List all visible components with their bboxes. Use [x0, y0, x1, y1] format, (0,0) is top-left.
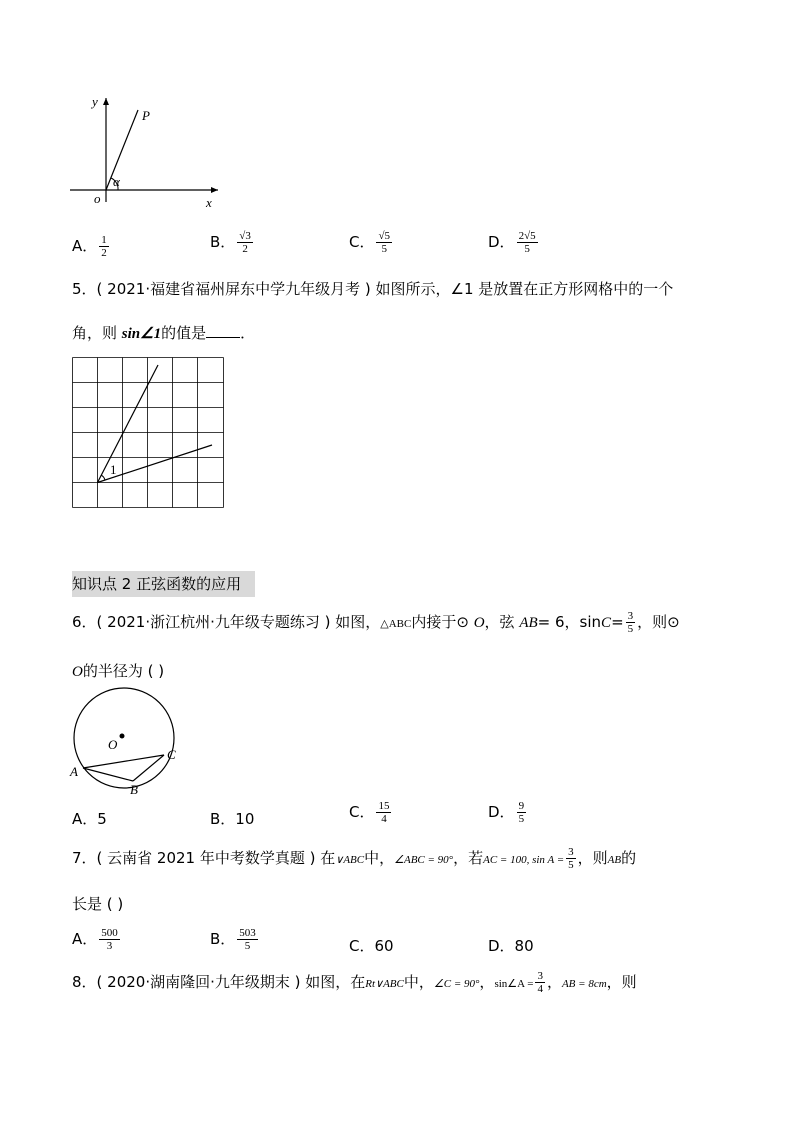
- q5-line2: [72, 322, 255, 343]
- q7-option-c[interactable]: C．60: [349, 937, 394, 955]
- q6-text: ，弦: [484, 613, 515, 631]
- frac-num: 2√5: [518, 230, 536, 242]
- q5-text: 角，则: [72, 324, 118, 342]
- q8-fraction: [535, 970, 545, 995]
- q7-option-b[interactable]: [210, 927, 260, 952]
- q6-triangle: △ABC: [380, 618, 412, 630]
- q6-option-d[interactable]: [488, 800, 528, 825]
- q8-angle: ∠C = 90°: [433, 978, 480, 990]
- frac-den: 5: [244, 940, 251, 952]
- q6-text: = 6，sin: [537, 613, 602, 631]
- alpha-label: α: [113, 174, 120, 189]
- frac-den: 3: [106, 940, 113, 952]
- q6-option-c[interactable]: [349, 800, 393, 825]
- circle-figure: [66, 686, 196, 798]
- frac-num: 503: [239, 927, 256, 939]
- point-b-label: B: [130, 782, 138, 797]
- q6-option-c-label: C．: [349, 803, 375, 821]
- q8-sin: sin∠A =: [494, 978, 534, 990]
- q4-option-c-fraction: [376, 230, 392, 255]
- q4-option-d-label: D．: [488, 233, 515, 251]
- frac-num: 3: [568, 846, 574, 858]
- frac-den: 5: [568, 859, 574, 871]
- q6-eq: =: [611, 613, 624, 631]
- q4-option-b-label: B．: [210, 233, 236, 251]
- q4-option-d[interactable]: [488, 230, 540, 255]
- q8-text: ，则: [606, 973, 637, 991]
- x-axis-label: x: [206, 195, 212, 210]
- q4-option-b[interactable]: [210, 230, 255, 255]
- q6-text: 内接于⊙: [411, 613, 469, 631]
- q5-line1: 5．( 2021·福建省福州屏东中学九年级月考 ) 如图所示，∠1 是放置在正方形网格中的一个: [72, 280, 674, 298]
- angle-axes-figure: [60, 92, 230, 212]
- q5-text-end: ．: [240, 324, 256, 342]
- q6-circle: O: [72, 664, 83, 680]
- q4-option-a-label: A．: [72, 237, 98, 255]
- q6-fraction: [626, 610, 636, 635]
- section-title: 知识点 2 正弦函数的应用: [72, 575, 242, 593]
- frac-num: 15: [378, 800, 390, 812]
- q7-option-b-fraction: [237, 927, 258, 952]
- q6-option-a[interactable]: A．5: [72, 810, 107, 828]
- frac-den: 4: [537, 983, 543, 995]
- q8-triangle: Rt∨ABC: [365, 978, 404, 990]
- section-header: [72, 571, 255, 597]
- q6-line2: [72, 660, 164, 681]
- q5-text-mid: 的值是: [161, 324, 207, 342]
- q6-text: 6．( 2021·浙江杭州·九年级专题练习 ) 如图，: [72, 613, 381, 631]
- q6-option-d-label: D．: [488, 803, 515, 821]
- q4-option-a-fraction: [99, 234, 109, 259]
- q4-option-a[interactable]: [72, 234, 111, 259]
- q6-text: 的半径为 ( ): [82, 662, 165, 680]
- q7-text: 的: [621, 849, 637, 867]
- q6-text: ，则⊙: [637, 613, 680, 631]
- circle-center-label: O: [108, 737, 118, 752]
- q8-text: 中，: [403, 973, 434, 991]
- q7-fraction: [566, 846, 576, 871]
- frac-num: 1: [101, 234, 107, 246]
- q7-ab: AB: [607, 854, 622, 866]
- q8-text: 8．( 2020·湖南隆回·九年级期末 ) 如图，在: [72, 973, 366, 991]
- q6-circle: O: [473, 615, 485, 631]
- q7-line1: [72, 846, 636, 871]
- q8-text: ，: [479, 973, 495, 991]
- frac-den: 5: [524, 243, 530, 255]
- q6-chord: AB: [519, 615, 538, 631]
- q7-option-b-label: B．: [210, 930, 236, 948]
- q8-line1: [72, 970, 637, 995]
- q6-option-d-fraction: [517, 800, 527, 825]
- point-c-label: C: [167, 747, 176, 762]
- angle-1-label: 1: [110, 462, 117, 477]
- q6-option-b[interactable]: B．10: [210, 810, 255, 828]
- q7-line2: 长是 ( ): [72, 895, 124, 913]
- frac-den: 4: [381, 813, 387, 825]
- q7-text: ，则: [577, 849, 608, 867]
- frac-num: 3: [537, 970, 543, 982]
- q7-option-a-fraction: [99, 927, 120, 952]
- q4-option-c-label: C．: [349, 233, 375, 251]
- q4-option-b-fraction: [237, 230, 253, 255]
- q4-option-d-fraction: [517, 230, 538, 255]
- q7-text: 中，: [364, 849, 395, 867]
- q6-var-c: C: [601, 615, 612, 631]
- frac-den: 5: [518, 813, 525, 825]
- q8-ab: AB = 8cm: [561, 978, 607, 990]
- q7-triangle: ∨ABC: [335, 854, 365, 866]
- q5-answer-blank[interactable]: [206, 323, 240, 338]
- q6-line1: [72, 610, 680, 635]
- q7-option-a-label: A．: [72, 930, 98, 948]
- q6-option-c-fraction: [376, 800, 391, 825]
- q7-text: 7．( 云南省 2021 年中考数学真题 ) 在: [72, 849, 336, 867]
- frac-den: 5: [381, 243, 387, 255]
- origin-label: o: [94, 191, 101, 206]
- frac-num: √5: [378, 230, 391, 242]
- grid-angle-figure: [72, 357, 226, 511]
- y-axis-label: y: [92, 94, 98, 109]
- q7-condition: AC = 100, sin A =: [483, 854, 565, 866]
- frac-num: √3: [239, 230, 251, 242]
- frac-num: 9: [518, 800, 525, 812]
- point-a-label: A: [70, 764, 78, 779]
- q4-option-c[interactable]: [349, 230, 394, 255]
- frac-num: 500: [101, 927, 118, 939]
- q5-sin-expression: sin∠1: [121, 326, 162, 342]
- q7-angle: ∠ABC = 90°: [394, 854, 454, 866]
- frac-num: 3: [627, 610, 634, 622]
- frac-den: 2: [101, 247, 107, 259]
- q8-text: ，: [546, 973, 562, 991]
- p-label: P: [142, 108, 150, 123]
- frac-den: 5: [627, 623, 634, 635]
- q7-option-d[interactable]: D．80: [488, 937, 534, 955]
- q7-text: ，若: [453, 849, 484, 867]
- q7-option-a[interactable]: [72, 927, 122, 952]
- frac-den: 2: [242, 243, 248, 255]
